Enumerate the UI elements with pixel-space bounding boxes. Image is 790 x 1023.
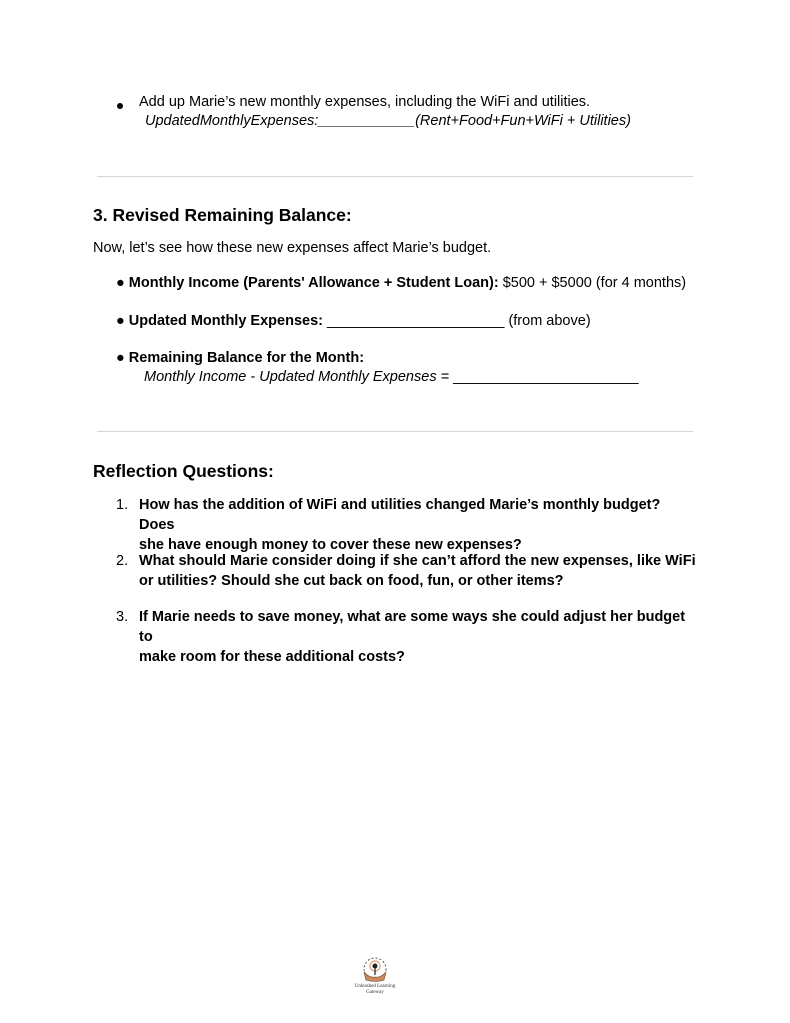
expenses-formula [145, 112, 631, 131]
logo-hands-plant-icon [360, 956, 390, 984]
logo-text-line1: Unleashed Learning [354, 984, 396, 989]
bullet-icon: ● [116, 275, 125, 291]
reflection-question-1 [116, 495, 699, 555]
bullet-icon [117, 103, 123, 109]
updated-expenses-blank[interactable]: ______________________ [322, 313, 505, 329]
formula-blank[interactable]: ____________ [318, 113, 416, 129]
bullet-icon: ● [116, 313, 125, 329]
divider-1 [97, 176, 693, 177]
logo-text-line2: Gateway [366, 990, 384, 995]
question-text-line: What should Marie consider doing if she can’t afford the new expenses, like WiFi [139, 553, 696, 569]
bullet-icon: ● [116, 350, 125, 366]
question-number: 1. [116, 497, 129, 513]
expenses-bullet [117, 97, 123, 115]
updated-expenses-item [116, 312, 591, 331]
monthly-income-label: Monthly Income (Parents' Allowance + Student Loan): [128, 275, 499, 291]
updated-expenses-note: (from above) [504, 313, 591, 329]
section3-intro: Now, let’s see how these new expenses affect Marie’s budget. [93, 240, 492, 256]
remaining-balance-formula [144, 368, 639, 387]
monthly-income-item [116, 274, 686, 293]
expenses-instruction: Add up Marie’s new monthly expenses, including the WiFi and utilities. [139, 94, 591, 110]
reflection-heading: Reflection Questions: [93, 461, 274, 481]
remaining-balance-blank[interactable]: _______________________ [453, 369, 639, 385]
question-text-line: or utilities? Should she cut back on food, fun, or other items? [139, 573, 564, 589]
question-text-line: make room for these additional costs? [139, 649, 405, 665]
question-text-line: she have enough money to cover these new expenses? [139, 537, 522, 553]
question-text-line: How has the addition of WiFi and utilities changed Marie’s monthly budget? Does [139, 497, 661, 533]
divider-2 [97, 431, 693, 432]
updated-expenses-label: Updated Monthly Expenses: [128, 313, 323, 329]
formula-components: (Rent+Food+Fun+WiFi + Utilities) [415, 113, 631, 129]
reflection-question-2 [116, 551, 699, 591]
remaining-balance-item [116, 349, 364, 368]
remaining-balance-formula-text: Monthly Income - Updated Monthly Expenses = [144, 369, 454, 385]
reflection-question-3 [116, 607, 699, 667]
question-text-line: If Marie needs to save money, what are some ways she could adjust her budget to [139, 609, 686, 645]
section3-heading: 3. Revised Remaining Balance: [93, 205, 352, 225]
question-number: 3. [116, 609, 129, 625]
formula-label: UpdatedMonthlyExpenses: [145, 113, 319, 129]
remaining-balance-label: Remaining Balance for the Month: [128, 350, 365, 366]
question-number: 2. [116, 553, 129, 569]
monthly-income-value: $500 + $5000 (for 4 months) [498, 275, 687, 291]
footer-logo [352, 956, 398, 996]
